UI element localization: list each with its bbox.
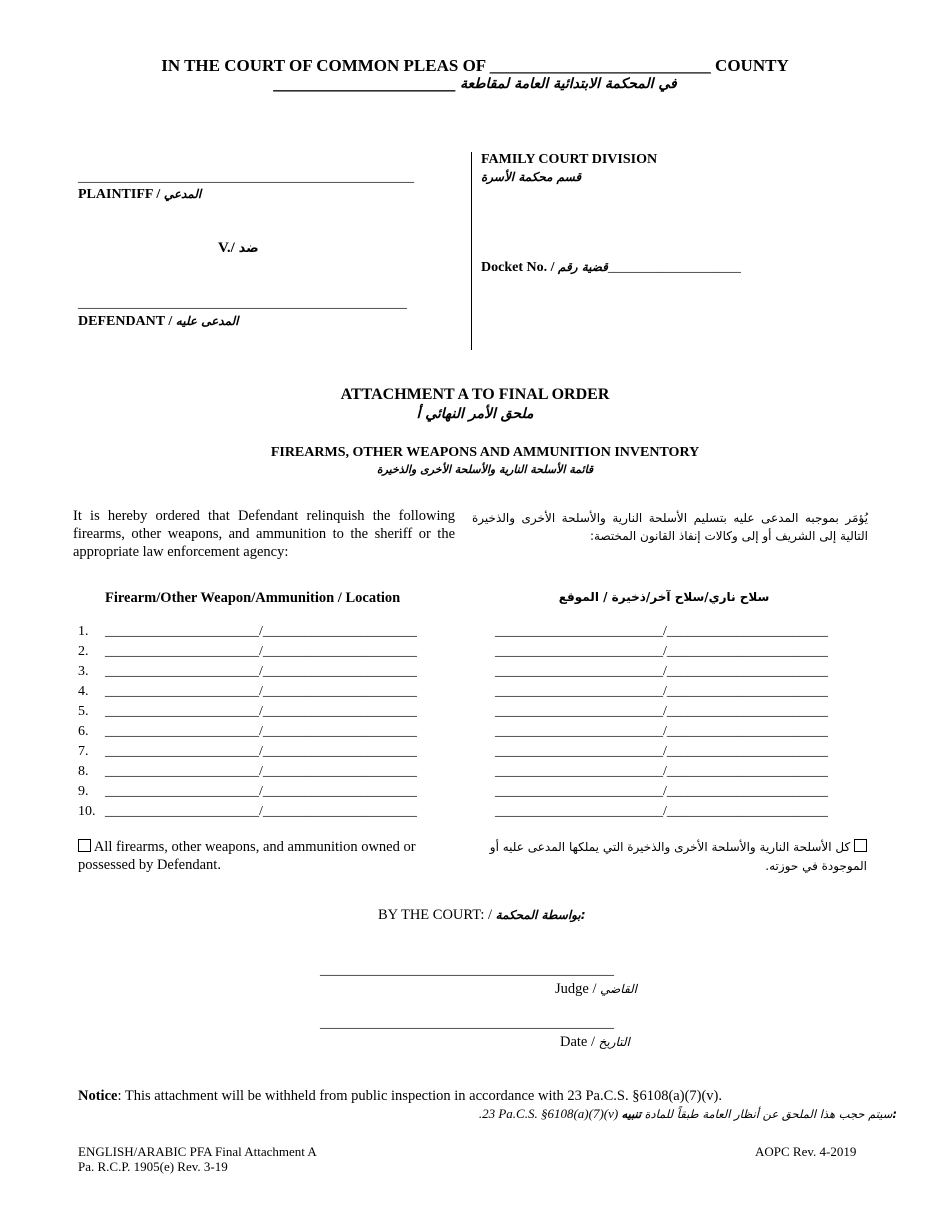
- defendant-label-en: DEFENDANT /: [78, 314, 173, 329]
- order-text: It is hereby ordered that Defendant relinquish the following firearms, other weapons, and ammunition to the sheriff or the appropriate law enforcement agency:: [73, 508, 455, 560]
- all-weapons-option-ar: [475, 838, 867, 876]
- by-the-court-ar: بواسطة المحكمة:: [495, 908, 586, 922]
- date-label-en: Date /: [560, 1034, 596, 1050]
- row-field[interactable]: ______________________/______________________: [105, 744, 417, 759]
- notice-label: Notice: [78, 1088, 118, 1104]
- plaintiff-label-ar: المدعي: [163, 187, 202, 201]
- plaintiff-line[interactable]: ________________________________________________: [78, 170, 414, 185]
- row-number: 3.: [78, 664, 89, 679]
- by-the-court: [378, 907, 586, 924]
- all-weapons-text-ar: كل الأسلحة النارية والأسلحة الأخرى والذخيرة التي يملكها المدعى عليه أو الموجودة في حوزته.: [489, 840, 867, 873]
- all-weapons-checkbox-ar[interactable]: [854, 839, 867, 852]
- date-label: [560, 1034, 630, 1051]
- aopc-revision: AOPC Rev. 4-2019: [755, 1144, 857, 1159]
- row-field[interactable]: ______________________/______________________: [105, 704, 417, 719]
- judge-signature-line[interactable]: __________________________________________: [320, 963, 614, 978]
- row-number: 1.: [78, 624, 89, 639]
- inventory-row-ar[interactable]: ________________________/_______________________: [495, 724, 828, 739]
- judge-label-en: Judge /: [555, 981, 597, 997]
- notice-cite-ar: .23 Pa.C.S. §6108(a)(7)(v): [478, 1106, 619, 1121]
- versus-ar: ضد: [238, 241, 259, 256]
- date-line[interactable]: __________________________________________: [320, 1016, 614, 1031]
- inventory-row[interactable]: [78, 804, 417, 820]
- row-field[interactable]: ______________________/______________________: [105, 624, 417, 639]
- row-field[interactable]: ______________________/______________________: [105, 804, 417, 819]
- row-number: 10.: [78, 804, 96, 819]
- versus-label: [218, 240, 259, 257]
- inventory-row-ar[interactable]: ________________________/_______________________: [495, 664, 828, 679]
- inventory-row-ar[interactable]: ________________________/_______________________: [495, 644, 828, 659]
- inventory-row-ar[interactable]: ________________________/_______________________: [495, 704, 828, 719]
- row-number: 6.: [78, 724, 89, 739]
- defendant-line[interactable]: _______________________________________________: [78, 296, 407, 311]
- docket-number-field[interactable]: ___________________: [607, 260, 741, 275]
- inventory-row[interactable]: [78, 704, 417, 720]
- inventory-row-ar[interactable]: ________________________/_______________________: [495, 784, 828, 799]
- inventory-row-ar[interactable]: ________________________/_______________________: [495, 624, 828, 639]
- inventory-heading-ar: سلاح ناري/سلاح آخر/ذخيرة / الموقع: [558, 590, 770, 604]
- inventory-row[interactable]: [78, 784, 417, 800]
- inventory-row-ar[interactable]: ________________________/_______________________: [495, 684, 828, 699]
- row-field[interactable]: ______________________/______________________: [105, 684, 417, 699]
- row-number: 4.: [78, 684, 89, 699]
- row-field[interactable]: ______________________/______________________: [105, 764, 417, 779]
- attachment-title: ATTACHMENT A TO FINAL ORDER: [340, 386, 610, 403]
- order-text-ar: يُؤمَر بموجبه المدعى عليه بتسليم الأسلحة النارية والأسلحة الأخرى والذخيرة التالية إلى الشريف أو إلى وكالات إنفاذ القانون المختصة:: [472, 511, 868, 543]
- row-number: 8.: [78, 764, 89, 779]
- row-number: 9.: [78, 784, 89, 799]
- docket-label-en: Docket No. /: [481, 260, 555, 275]
- inventory-row[interactable]: [78, 664, 417, 680]
- inventory-row-ar[interactable]: ________________________/_______________________: [495, 764, 828, 779]
- date-label-ar: التاريخ: [598, 1035, 630, 1049]
- inventory-title: FIREARMS, OTHER WEAPONS AND AMMUNITION INVENTORY: [270, 445, 700, 460]
- row-field[interactable]: ______________________/______________________: [105, 724, 417, 739]
- inventory-heading: Firearm/Other Weapon/Ammunition / Location: [105, 590, 401, 606]
- notice-text-ar: سيتم حجب هذا الملحق عن أنظار العامة طبقاً للمادة: [644, 1107, 893, 1121]
- plaintiff-label: [78, 187, 201, 203]
- by-the-court-en: BY THE COURT: /: [378, 907, 493, 923]
- inventory-row[interactable]: [78, 724, 417, 740]
- judge-label: [555, 981, 637, 998]
- notice-label-ar: تنبيه:: [621, 1107, 897, 1121]
- all-weapons-option: [78, 838, 440, 874]
- division-label-ar: قسم محكمة الأسرة: [481, 170, 582, 184]
- all-weapons-text: All firearms, other weapons, and ammunition owned or possessed by Defendant.: [78, 839, 416, 873]
- inventory-row-ar[interactable]: ________________________/_______________________: [495, 804, 828, 819]
- inventory-row[interactable]: [78, 624, 417, 640]
- row-number: 5.: [78, 704, 89, 719]
- caption-divider: [471, 152, 472, 350]
- inventory-title-ar: قائمة الأسلحة النارية والأسلحة الأخرى والذخيرة: [376, 463, 594, 476]
- inventory-row[interactable]: [78, 684, 417, 700]
- notice-ar: [400, 1106, 897, 1122]
- court-heading: IN THE COURT OF COMMON PLEAS OF __________________________ COUNTY: [161, 56, 789, 75]
- defendant-label: [78, 314, 239, 330]
- form-name: ENGLISH/ARABIC PFA Final Attachment A: [78, 1144, 317, 1159]
- defendant-label-ar: المدعى عليه: [175, 314, 239, 328]
- notice: [78, 1088, 722, 1105]
- inventory-row[interactable]: [78, 764, 417, 780]
- row-number: 2.: [78, 644, 89, 659]
- judge-label-ar: القاضي: [600, 982, 638, 996]
- inventory-row-ar[interactable]: ________________________/_______________________: [495, 744, 828, 759]
- row-field[interactable]: ______________________/______________________: [105, 644, 417, 659]
- all-weapons-checkbox[interactable]: [78, 839, 91, 852]
- rule-reference: Pa. R.C.P. 1905(e) Rev. 3-19: [78, 1159, 228, 1174]
- plaintiff-label-en: PLAINTIFF /: [78, 187, 161, 202]
- attachment-title-ar: ملحق الأمر النهائي أ: [416, 406, 534, 422]
- row-number: 7.: [78, 744, 89, 759]
- versus-en: V./: [218, 240, 235, 256]
- row-field[interactable]: ______________________/______________________: [105, 664, 417, 679]
- division-label: FAMILY COURT DIVISION: [481, 152, 658, 167]
- notice-text: : This attachment will be withheld from public inspection in accordance with 23 Pa.C.S. §6108(a)(7)(v).: [117, 1088, 723, 1104]
- row-field[interactable]: ______________________/______________________: [105, 784, 417, 799]
- inventory-row[interactable]: [78, 744, 417, 760]
- court-heading-arabic: في المحكمة الابتدائية العامة لمقاطعة __________________________: [273, 76, 677, 92]
- docket-label-ar: قضية رقم: [558, 260, 608, 274]
- docket-label: [481, 260, 741, 276]
- inventory-row[interactable]: [78, 644, 417, 660]
